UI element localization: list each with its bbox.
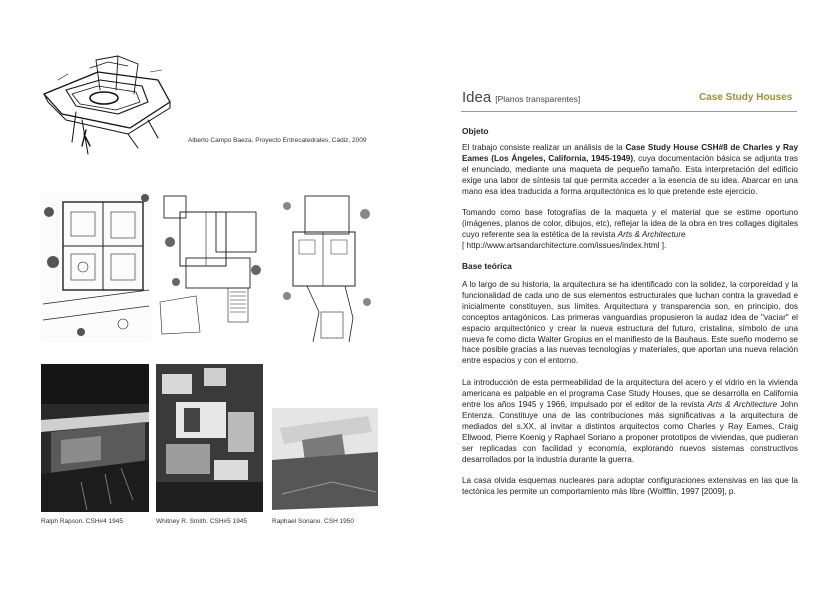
title-subtitle: [Planos transparentes] <box>495 94 581 104</box>
photo-caption-3: Raphael Soriano. CSH 1950 <box>272 518 355 525</box>
sketch-drawing <box>38 50 183 160</box>
body-column <box>462 126 798 498</box>
base-paragraph-3: La casa olvida esquemas nucleares para adoptar configuraciones extensivas en las que la tectónica les permite un comportamiento más libre (Wolfflin, 1997 [2009], p. <box>462 476 798 497</box>
base-paragraph-1: A lo largo de su historia, la arquitectura se ha identificado con la solidez, la corporeidad y la funcionalidad de cada uno de sus elementos estructurales que luchan contra la gravedad e inicialmente constituyen, sus límites. Arquitectura y transparencia son, en principio, dos conceptos antagónicos. Las primeras vanguardias propusieron la audaz idea de "vaciar" el espacio arquitectónico y crear la nueva estructura del futuro, cristalina, símbolo de una nueva fe como dicta Walter Gropius en el manifiesto de la Bauhaus. Este sueño moderno se hace posible gracias a las nuevas tecnologías y materiales, que aportan una nueva relación entre espacios y con el entorno. <box>462 279 798 366</box>
heading-objeto: Objeto <box>462 126 489 136</box>
series-title: Case Study Houses <box>699 92 793 103</box>
plan-image-3 <box>279 192 377 344</box>
plan-image-2 <box>156 192 268 342</box>
photo-smith-csh5 <box>156 364 263 512</box>
plan-image-1 <box>41 192 151 342</box>
objeto-paragraph-2: Tomando como base fotografías de la maqueta y el material que se estime oportuno (imágenes, planos de color, dibujos, etc), reflejar la idea de la obra en tres collages digitales cuyo referente sea la estética de la revista Arts & Architecture [ http://www.artsandarchitecture.com/issues/index.html ]. <box>462 208 798 251</box>
header-rule <box>461 111 797 112</box>
base-paragraph-2: La introducción de esta permeabilidad de la arquitectura del acero y el vidrio en la vivienda americana es palpable en el programa Case Study Houses, que se desarrolla en California entre los años 1945 y 1966, impulsado por el editor de la revista Arts & Architecture John Entenza. Constituye una de las contribuciones más significativas a la arquitectura de mediados del s.XX, al invitar a distintos arquitectos como Charles y Ray Eames, Craig Ellwood, Pierre Koenig y Raphael Soriano a proponer prototipos de viviendas, que pudieran ser replicadas con facilidad y economía, explorando nuevos sistemas constructivos desarrollados por la industria durante la guerra. <box>462 378 798 464</box>
heading-base-teorica: Base teórica <box>462 261 512 272</box>
photo-rapson-csh4 <box>41 364 149 512</box>
sketch-caption: Alberto Campo Baeza. Proyecto Entrecatedrales, Cádiz, 2009 <box>188 137 367 144</box>
photo-soriano-csh <box>272 398 378 512</box>
photo-caption-2: Whitney R. Smith. CSH#5 1945 <box>156 518 248 525</box>
objeto-paragraph-1: El trabajo consiste realizar un análisis de la Case Study House CSH#8 de Charles y Ray Eames (Los Ángeles, California, 1945-1949), cuya documentación básica se adjunta tras el enunciado, mediante una maqueta de pequeño tamaño. Esta interpretación del edificio exige una labor de síntesis tal que permita acceder a la esencia de su idea. Abarcar en una mano esa idea traducida a forma arquitectónica es lo que pretende este ejercicio. <box>462 142 798 196</box>
photo-caption-1: Ralph Rapson. CSH#4 1945 <box>41 518 124 525</box>
title-idea: Idea <box>462 89 492 106</box>
page-title <box>462 89 580 106</box>
